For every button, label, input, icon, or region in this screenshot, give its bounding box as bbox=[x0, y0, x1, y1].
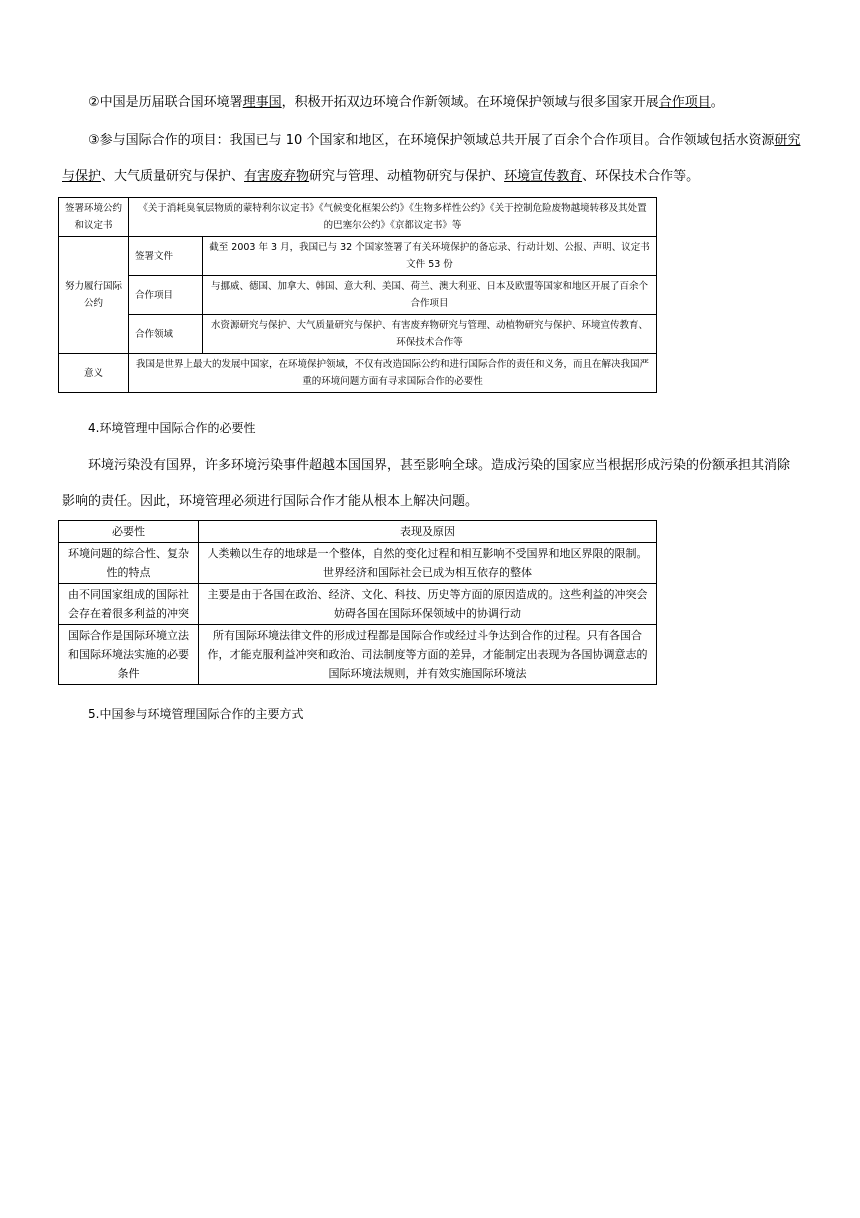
paragraph-2 bbox=[62, 85, 802, 121]
table-row bbox=[59, 625, 657, 685]
table-row bbox=[59, 584, 657, 625]
section-4-paragraph: 环境污染没有国界，许多环境污染事件超越本国国界，甚至影响全球。造成污染的国家应当根据形成污染的份额承担其消除影响的责任。因此，环境管理必须进行国际合作才能从根本上解决问题。 bbox=[62, 458, 791, 509]
row-content: 主要是由于各国在政治、经济、文化、科技、历史等方面的原因造成的。这些利益的冲突会妨碍各国在国际环保领域中的协调行动 bbox=[199, 584, 657, 625]
sub-content: 水资源研究与保护、大气质量研究与保护、有害废弃物研究与管理、动植物研究与保护、环境宣传教育、环保技术合作等 bbox=[203, 315, 657, 354]
column-header: 必要性 bbox=[59, 521, 199, 543]
table-row bbox=[59, 237, 657, 276]
section-5-heading: 5.中国参与环境管理国际合作的主要方式 bbox=[88, 707, 304, 721]
underlined-text: 理事国 bbox=[242, 95, 282, 110]
cooperation-table bbox=[58, 197, 657, 393]
table-row bbox=[59, 198, 657, 237]
row-content: 人类赖以生存的地球是一个整体，自然的变化过程和相互影响不受国界和地区界限的限制。世界经济和国际社会已成为相互依存的整体 bbox=[199, 543, 657, 584]
table-row bbox=[59, 276, 657, 315]
necessity-table bbox=[58, 520, 657, 685]
section-4-heading: 4.环境管理中国际合作的必要性 bbox=[88, 421, 256, 435]
table-row bbox=[59, 315, 657, 354]
text-span: 、大气质量研究与保护、 bbox=[101, 169, 245, 184]
row-content: 《关于消耗臭氧层物质的蒙特利尔议定书》《气候变化框架公约》《生物多样性公约》《关于控制危险废物越境转移及其处置的巴塞尔公约》《京都议定书》等 bbox=[129, 198, 657, 237]
sub-content: 与挪威、德国、加拿大、韩国、意大利、美国、荷兰、澳大利亚、日本及欧盟等国家和地区开展了百余个合作项目 bbox=[203, 276, 657, 315]
row-label: 国际合作是国际环境立法和国际环境法实施的必要条件 bbox=[59, 625, 199, 685]
paragraph-3 bbox=[62, 123, 802, 195]
underlined-text: 研究与保护 bbox=[62, 133, 801, 184]
text-span: 。 bbox=[710, 95, 724, 110]
column-header: 表现及原因 bbox=[199, 521, 657, 543]
sub-content: 截至 2003 年 3 月，我国已与 32 个国家签署了有关环境保护的备忘录、行动计划、公报、声明、议定书文件 53 份 bbox=[203, 237, 657, 276]
row-content: 我国是世界上最大的发展中国家，在环境保护领域，不仅有改造国际公约和进行国际合作的责任和义务，而且在解决我国严重的环境问题方面有寻求国际合作的必要性 bbox=[129, 354, 657, 393]
row-label: 签署环境公约和议定书 bbox=[59, 198, 129, 237]
underlined-text: 有害废弃物 bbox=[244, 169, 310, 184]
row-content: 所有国际环境法律文件的形成过程都是国际合作或经过斗争达到合作的过程。只有各国合作，才能克服利益冲突和政治、司法制度等方面的差异，才能制定出表现为各国协调意志的国际环境法规则，并有效实施国际环境法 bbox=[199, 625, 657, 685]
sub-label: 合作项目 bbox=[129, 276, 203, 315]
row-label: 环境问题的综合性、复杂性的特点 bbox=[59, 543, 199, 584]
table-header-row bbox=[59, 521, 657, 543]
text-span: ③参与国际合作的项目：我国已与 10 个国家和地区，在环境保护领域总共开展了百余个合作项目。合作领域包括水资源 bbox=[88, 133, 775, 148]
underlined-text: 合作项目 bbox=[658, 95, 711, 110]
sub-label: 签署文件 bbox=[129, 237, 203, 276]
table-row bbox=[59, 354, 657, 393]
row-label: 由不同国家组成的国际社会存在着很多利益的冲突 bbox=[59, 584, 199, 625]
text-span: 研究与管理、动植物研究与保护、 bbox=[309, 169, 505, 184]
text-span: ，积极开拓双边环境合作新领域。在环境保护领域与很多国家开展 bbox=[281, 95, 659, 110]
table-row bbox=[59, 543, 657, 584]
row-label: 意义 bbox=[59, 354, 129, 393]
underlined-text: 环境宣传教育 bbox=[504, 169, 583, 184]
text-span: 、环保技术合作等。 bbox=[582, 169, 700, 184]
group-label: 努力履行国际公约 bbox=[59, 237, 129, 354]
text-span: ②中国是历届联合国环境署 bbox=[88, 95, 243, 110]
sub-label: 合作领域 bbox=[129, 315, 203, 354]
